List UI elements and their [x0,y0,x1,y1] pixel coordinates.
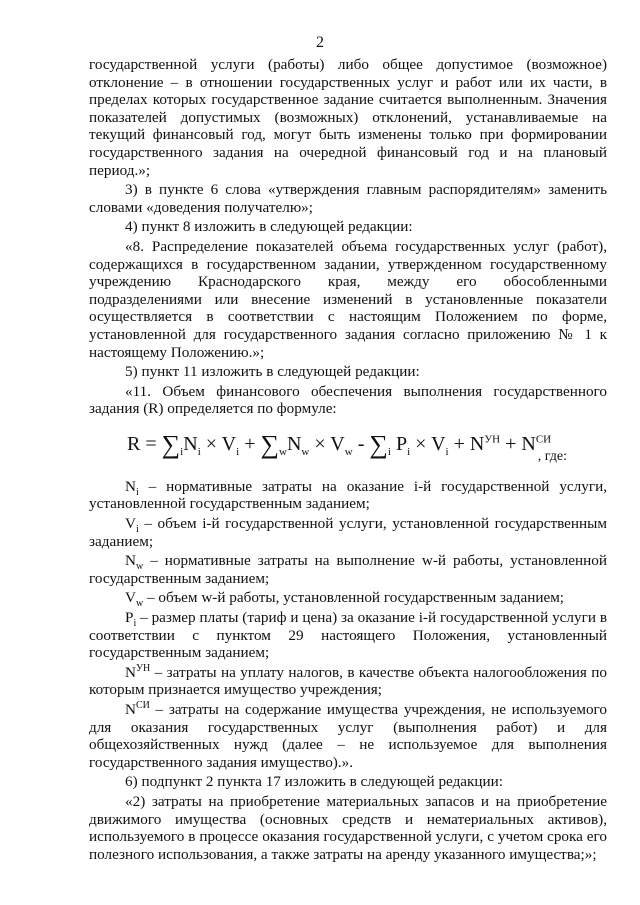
paragraph: «11. Объем финансового обеспечения выполнения государственного задания (R) определяется по формуле: [89,382,607,418]
definition-text: – затраты на уплату налогов, в качестве объекта налогообложения по которым признается имущество учреждения; [89,663,607,699]
definition-symbol: N [125,701,136,718]
definition-item [89,515,607,550]
definition-superscript: УН [135,662,151,674]
definition-symbol: V [125,589,136,607]
definition-subscript: i [135,524,139,536]
definition-symbol: N [125,663,136,681]
paragraph: 6) подпункт 2 пункта 17 изложить в следующей редакции: [125,773,504,791]
definition-symbol: N [125,477,136,495]
formula [89,426,607,472]
definition-text: – объем w-й работы, установленной государственным заданием; [143,589,565,607]
formula-expression: $R = \sum_iN_i \times V_i + \sum_wN_w \times V_w - \sum_i$ $P_i \times V_i + N^{УН} + N^{СИ}$ [127,429,552,459]
definition-item [89,664,607,699]
definition-subscript: w [135,598,144,610]
page-number: 2 [316,34,324,51]
definition-symbol: V [125,515,136,533]
definition-item [89,701,607,771]
definition-item [89,552,607,587]
definition-subscript: i [135,486,139,498]
paragraph: 5) пункт 11 изложить в следующей редакции: [125,363,420,381]
definition-item [89,609,607,662]
definition-text: – нормативные затраты на выполнение w-й работы, установленной государственным заданием; [89,552,607,587]
definition-subscript: w [135,561,144,573]
paragraph: 4) пункт 8 изложить в следующей редакции: [125,218,413,236]
definition-text: – затраты на содержание имущества учреждения, не используемого для оказания государственных услуг (выполнения работ) и для общехозяйственных нужд (далее – не используемое для выполнения государственного задания имущество).». [89,701,607,771]
paragraph: государственной услуги (работы) либо общее допустимое (возможное) отклонение – в отношении государственных услуг и работ или их части, в пределах которых государственное задание считается выполненным. Значения показателей допустимых (возможных) отклонений, устанавливаемые на текущий финансовый год, могут быть изменены только при формировании государственного задания на очередной финансовый год и на плановый период.»; [89,56,607,179]
formula-where: , где: [537,448,567,464]
definition-item [89,478,607,513]
document-body [89,56,607,863]
definition-superscript: СИ [135,699,150,711]
definition-text: – нормативные затраты на оказание i-й государственной услуги, установленной государственным заданием; [89,477,607,513]
definition-text: – объем i-й государственной услуги, установленной государственным заданием; [89,515,607,550]
definition-text: – размер платы (тариф и цена) за оказание i-й государственной услуги в соответствии с пунктом 29 настоящего Положения, установленный государственным заданием; [89,609,607,662]
paragraph: «8. Распределение показателей объема государственных услуг (работ), содержащихся в государственном задании, утвержденном государственному учреждению Краснодарского края, между его обособленными подразделениями или внесение изменений в установленные показатели осуществляется в соответствии с настоящим Положением по форме, установленной для государственного задания согласно приложению № 1 к настоящему Положению.»; [89,237,607,361]
definition-subscript: i [133,618,137,630]
definition-item [89,589,607,610]
paragraph: «2) затраты на приобретение материальных запасов и на приобретение движимого имущества (основных средств и нематериальных активов), используемого в процессе оказания государственной услуги, с учетом срока его полезного использования, а также затраты на аренду указанного имущества;»; [89,792,607,863]
definition-symbol: P [125,609,134,627]
definition-symbol: N [125,552,136,570]
definitions-list [89,478,607,772]
paragraph: 3) в пункте 6 слова «утверждения главным распорядителям» заменить словами «доведения получателю»; [89,181,607,216]
